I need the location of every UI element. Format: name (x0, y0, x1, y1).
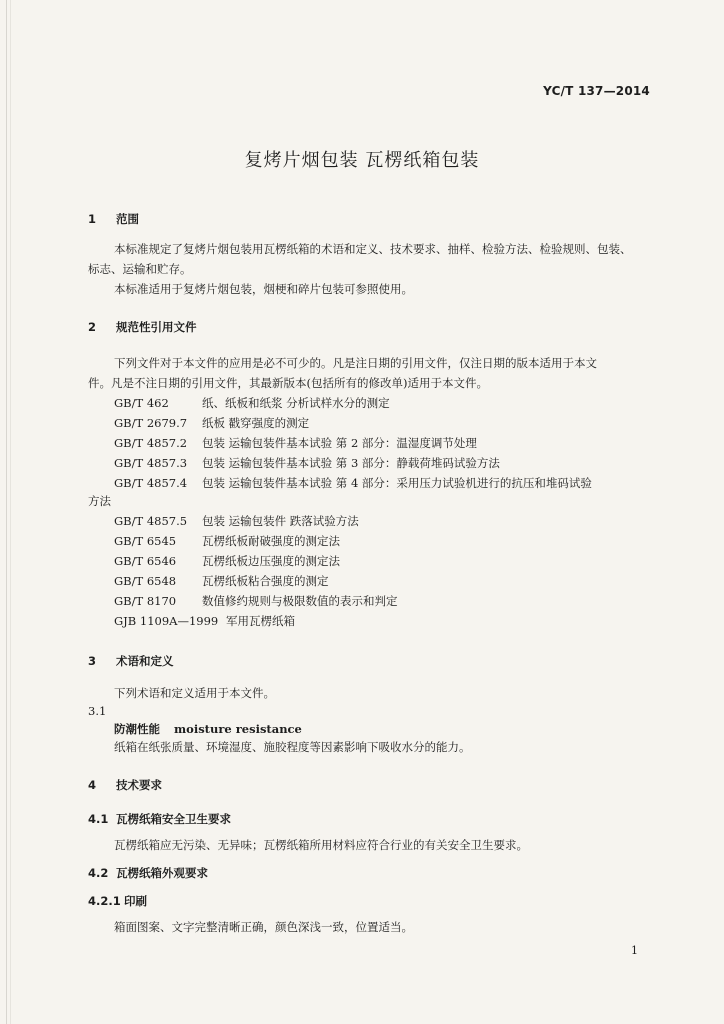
section-3-heading (88, 654, 174, 668)
section-2-heading (88, 320, 197, 334)
subsection-title: 瓦楞纸箱外观要求 (116, 866, 208, 880)
paragraph-line: 标志、运输和贮存。 (88, 262, 192, 276)
subsection-4-2-heading (88, 866, 208, 880)
reference-title: 数值修约规则与极限数值的表示和判定 (202, 594, 398, 608)
reference-title: 包装 运输包装件基本试验 第 3 部分：静载荷堆码试验方法 (202, 456, 500, 470)
reference-code: GB/T 6548 (114, 574, 177, 588)
reference-code: GB/T 8170 (114, 594, 177, 608)
paragraph-line: 下列术语和定义适用于本文件。 (114, 686, 275, 700)
section-title: 技术要求 (116, 778, 162, 792)
paragraph-line: 本标准规定了复烤片烟包装用瓦楞纸箱的术语和定义、技术要求、抽样、检验方法、检验规则、包装、 (114, 242, 632, 256)
reference-title: 包装 运输包装件 跌落试验方法 (202, 514, 359, 528)
subsection-4-1-heading (88, 812, 231, 826)
reference-item (114, 614, 295, 628)
page-number: 1 (631, 944, 638, 957)
subsection-number: 3.1 (88, 704, 107, 718)
reference-code: GB/T 2679.7 (114, 416, 188, 430)
reference-code: GB/T 6545 (114, 534, 177, 548)
reference-item (114, 416, 309, 430)
term-definition: 纸箱在纸张质量、环境湿度、施胶程度等因素影响下吸收水分的能力。 (114, 740, 471, 754)
reference-code: GB/T 4857.3 (114, 456, 188, 470)
reference-item (114, 534, 340, 548)
reference-code: GB/T 4857.4 (114, 476, 188, 490)
reference-title: 瓦楞纸板边压强度的测定法 (202, 554, 340, 568)
section-1-heading (88, 212, 139, 226)
reference-item (114, 574, 329, 588)
reference-title: 瓦楞纸板耐破强度的测定法 (202, 534, 340, 548)
section-title: 范围 (116, 212, 139, 226)
reference-continuation: 方法 (88, 494, 111, 508)
reference-code: GJB 1109A—1999 (114, 614, 219, 628)
paragraph-line: 箱面图案、文字完整清晰正确，颜色深浅一致，位置适当。 (114, 920, 413, 934)
subsection-title: 印刷 (124, 894, 147, 908)
reference-item (114, 396, 390, 410)
reference-title: 军用瓦楞纸箱 (226, 614, 295, 628)
paragraph-line: 下列文件对于本文件的应用是必不可少的。凡是注日期的引用文件，仅注日期的版本适用于本文 (114, 356, 597, 370)
document-title: 复烤片烟包装 瓦楞纸箱包装 (244, 150, 480, 171)
subsection-number: 4.1 (88, 812, 109, 826)
subsection-number: 4.2.1 (88, 894, 121, 908)
section-number: 3 (88, 654, 97, 668)
reference-title: 包装 运输包装件基本试验 第 2 部分：温湿度调节处理 (202, 436, 477, 450)
reference-item (114, 554, 340, 568)
paragraph-line: 瓦楞纸箱应无污染、无异味；瓦楞纸箱所用材料应符合行业的有关安全卫生要求。 (114, 838, 528, 852)
reference-item (114, 456, 500, 470)
reference-code: GB/T 6546 (114, 554, 177, 568)
section-title: 术语和定义 (116, 654, 174, 668)
reference-title: 纸板 戳穿强度的测定 (202, 416, 310, 430)
section-number: 2 (88, 320, 97, 334)
section-number: 1 (88, 212, 97, 226)
term-entry (114, 722, 302, 736)
paragraph-line: 件。凡是不注日期的引用文件，其最新版本(包括所有的修改单)适用于本文件。 (88, 376, 488, 390)
reference-code: GB/T 462 (114, 396, 169, 410)
reference-title: 瓦楞纸板粘合强度的测定 (202, 574, 329, 588)
reference-item (114, 594, 398, 608)
standard-code: YC/T 137—2014 (543, 84, 650, 98)
subsection-number: 4.2 (88, 866, 109, 880)
reference-item (114, 436, 477, 450)
reference-title: 纸、纸板和纸浆 分析试样水分的测定 (202, 396, 390, 410)
paragraph-line: 本标准适用于复烤片烟包装，烟梗和碎片包装可参照使用。 (114, 282, 413, 296)
section-title: 规范性引用文件 (116, 320, 197, 334)
term-chinese: 防潮性能 (114, 722, 160, 736)
reference-code: GB/T 4857.2 (114, 436, 188, 450)
term-english: moisture resistance (174, 722, 302, 736)
section-4-heading (88, 778, 162, 792)
reference-item (114, 476, 592, 490)
reference-title: 包装 运输包装件基本试验 第 4 部分：采用压力试验机进行的抗压和堆码试验 (202, 476, 592, 490)
reference-code: GB/T 4857.5 (114, 514, 188, 528)
reference-item (114, 514, 359, 528)
section-number: 4 (88, 778, 97, 792)
subsection-title: 瓦楞纸箱安全卫生要求 (116, 812, 231, 826)
subsection-4-2-1-heading (88, 894, 147, 908)
